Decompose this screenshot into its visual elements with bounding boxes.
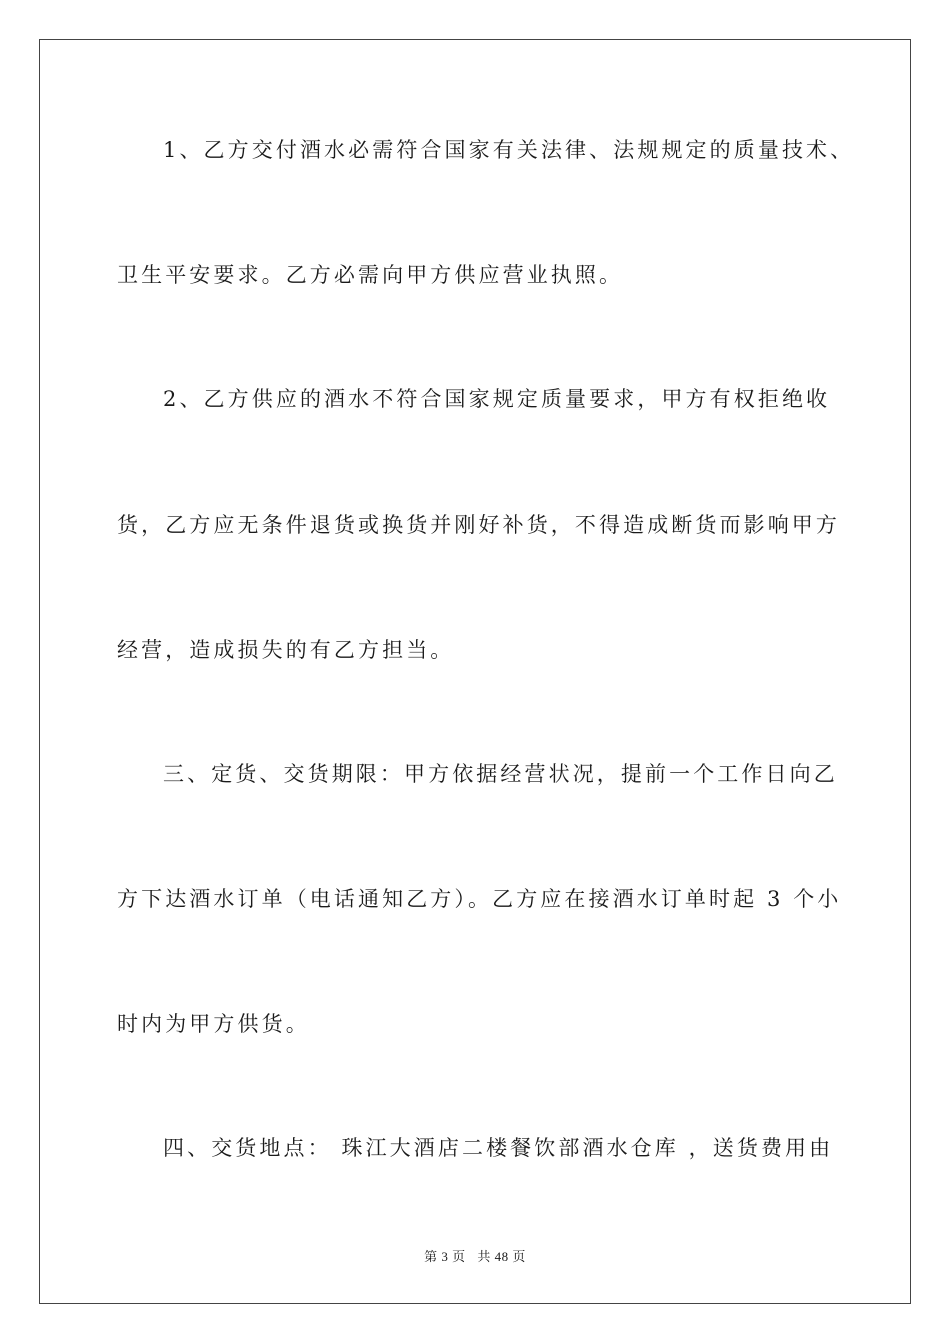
- paragraph-1-line-1: 1、乙方交付酒水必需符合国家有关法律、法规规定的质量技术、: [163, 138, 855, 162]
- page-footer: [0, 1246, 950, 1265]
- paragraph-2-line-2: 货，乙方应无条件退货或换货并刚好补货，不得造成断货而影响甲方: [117, 513, 840, 537]
- paragraph-3-line-2: 方下达酒水订单（电话通知乙方）。乙方应在接酒水订单时起 3 个小: [117, 887, 842, 911]
- page-total: 共 48 页: [477, 1249, 526, 1264]
- paragraph-2-line-3: 经营，造成损失的有乙方担当。: [117, 638, 455, 662]
- paragraph-1-line-2: 卫生平安要求。乙方必需向甲方供应营业执照。: [117, 263, 624, 287]
- paragraph-4-line-1: 四、交货地点： 珠江大酒店二楼餐饮部酒水仓库 ，送货费用由: [163, 1136, 834, 1160]
- page-number: 第 3 页: [424, 1249, 466, 1264]
- paragraph-2-line-1: 2、乙方供应的酒水不符合国家规定质量要求，甲方有权拒绝收: [163, 387, 831, 411]
- paragraph-3-line-1: 三、定货、交货期限：甲方依据经营状况，提前一个工作日向乙: [163, 762, 838, 786]
- paragraph-3-line-3: 时内为甲方供货。: [117, 1012, 310, 1036]
- page-frame: [39, 39, 911, 1304]
